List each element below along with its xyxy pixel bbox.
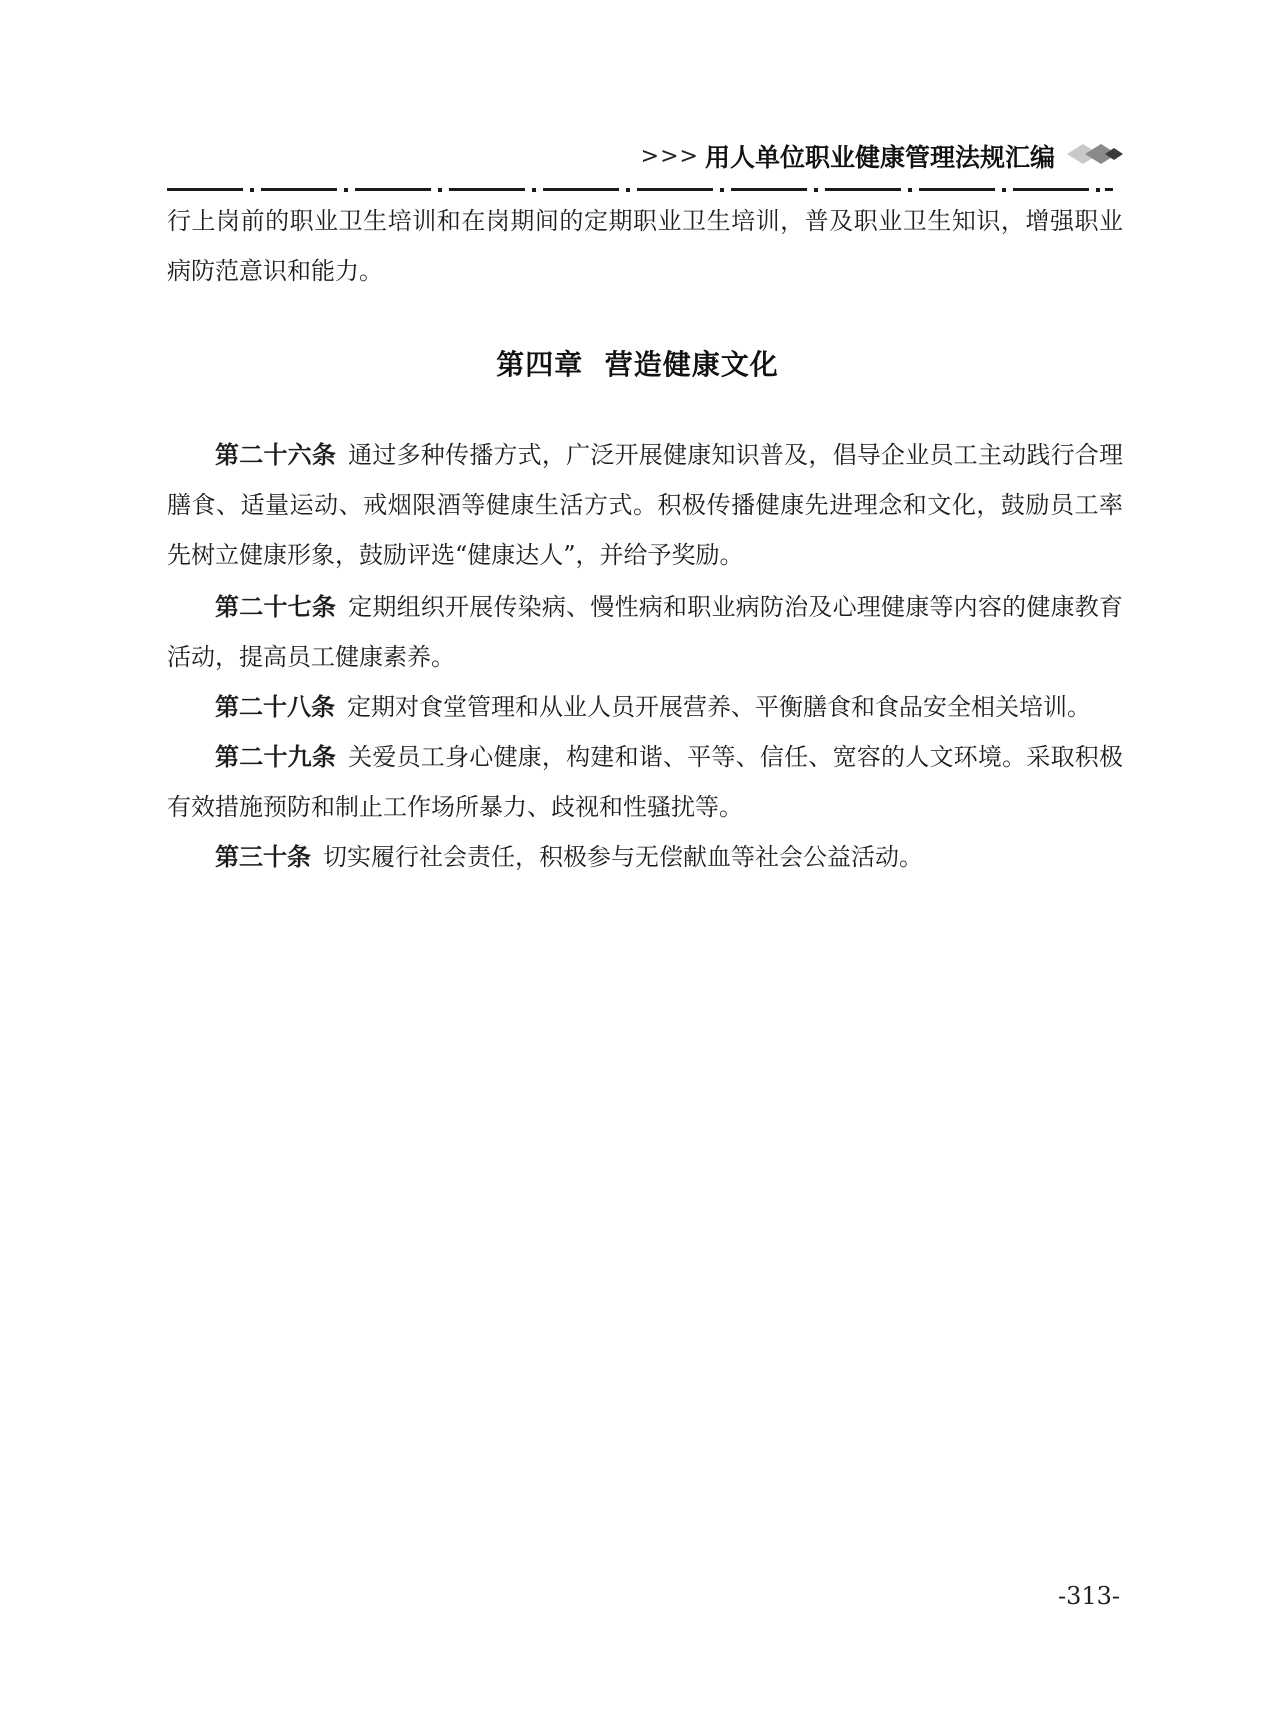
article-26: [167, 430, 1123, 580]
page-number: -313-: [1058, 1582, 1121, 1610]
article-27: [167, 582, 1123, 682]
article-text: 定期组织开展传染病、慢性病和职业病防治及心理健康等内容的健康教育活动，提高员工健康素养。: [167, 593, 1124, 671]
article-number: 第二十七条: [215, 593, 337, 621]
article-text: 通过多种传播方式，广泛开展健康知识普及，倡导企业员工主动践行合理膳食、适量运动、戒烟限酒等健康生活方式。积极传播健康先进理念和文化，鼓励员工率先树立健康形象，鼓励评选“健康达人”，并给予奖励。: [167, 441, 1124, 569]
article-text: 定期对食堂管理和从业人员开展营养、平衡膳食和食品安全相关培训。: [347, 693, 1091, 721]
article-28: [167, 682, 1123, 732]
article-text: 关爱员工身心健康，构建和谐、平等、信任、宽容的人文环境。采取积极有效措施预防和制止工作场所暴力、歧视和性骚扰等。: [167, 743, 1124, 821]
continuation-paragraph: 行上岗前的职业卫生培训和在岗期间的定期职业卫生培训，普及职业卫生知识，增强职业病防范意识和能力。: [167, 207, 1123, 285]
header-title: 用人单位职业健康管理法规汇编: [704, 143, 1055, 172]
article-number: 第二十六条: [215, 441, 337, 469]
article-number: 第二十九条: [215, 743, 337, 771]
article-30: [167, 832, 1123, 882]
diamond-ornament-icon: [1065, 140, 1125, 172]
header-divider: [167, 178, 1113, 184]
running-header: [641, 136, 1125, 176]
article-29: [167, 732, 1123, 832]
article-number: 第三十条: [215, 843, 311, 871]
article-number: 第二十八条: [215, 693, 335, 721]
header-arrows: >>>: [640, 143, 699, 169]
chapter-title: 第四章 营造健康文化: [496, 348, 779, 381]
article-text: 切实履行社会责任，积极参与无偿献血等社会公益活动。: [323, 843, 923, 871]
